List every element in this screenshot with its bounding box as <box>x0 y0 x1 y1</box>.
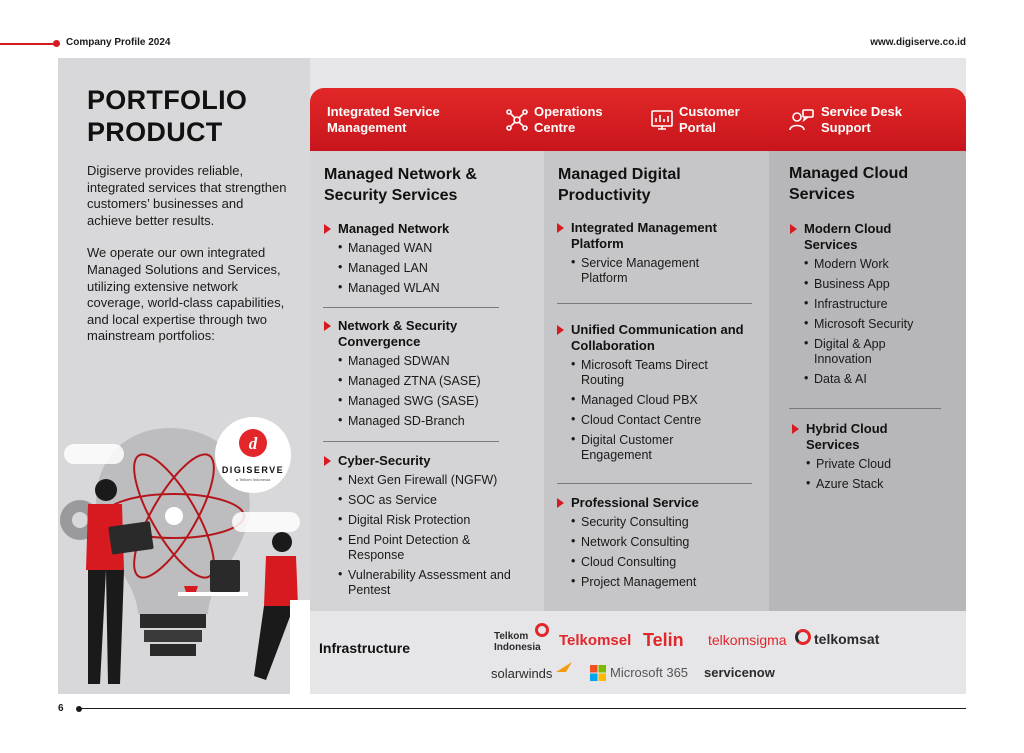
column-title: Managed Network & Security Services <box>324 166 477 204</box>
section-title: Cyber-Security <box>323 453 533 469</box>
logo-telkomsat: telkomsat <box>814 631 880 647</box>
section-title: Integrated Management Platform <box>556 220 751 252</box>
list-item: • Service Management Platform <box>571 256 721 286</box>
list-item: • Azure Stack <box>806 477 961 492</box>
logo-telkom-indonesia <box>494 631 540 653</box>
list-item: • Digital & App Innovation <box>804 337 914 367</box>
service-operations-centre <box>505 104 603 136</box>
logo-telin: Telin <box>643 630 684 650</box>
digiserve-logo <box>215 417 291 493</box>
list-item: • Business App <box>804 277 959 292</box>
section-divider <box>557 303 752 304</box>
section-network-security-convergence <box>323 318 533 434</box>
item-list <box>556 515 756 590</box>
list-item: • Microsoft Security <box>804 317 959 332</box>
list-item: • Digital Risk Protection <box>338 513 533 528</box>
item-list <box>556 256 756 286</box>
logo-telkomsel: Telkomsel <box>559 632 632 649</box>
list-item: • Infrastructure <box>804 297 959 312</box>
section-divider <box>557 483 752 484</box>
page-number: 6 <box>58 703 64 714</box>
section-unified-communication <box>556 322 756 468</box>
service-label: Service Desk Support <box>821 104 902 135</box>
infrastructure-label: Infrastructure <box>319 640 411 656</box>
list-item: • SOC as Service <box>338 493 533 508</box>
intro-paragraph-2: We operate our own integrated Managed Solutions and Services, utilizing extensive network coverage, world-class capabilities, and local expertise through two mainstream portfolios: <box>87 245 285 344</box>
section-title: Modern Cloud Services <box>789 221 919 253</box>
solarwinds-flare-icon <box>556 660 572 674</box>
list-item: • Managed SD-Branch <box>338 414 533 429</box>
list-item: • Cloud Consulting <box>571 555 756 570</box>
column-title: Managed Digital Productivity <box>558 166 681 204</box>
column-title: Managed Cloud Services <box>789 165 909 203</box>
service-label: Customer Portal <box>679 104 740 135</box>
item-list <box>791 457 961 492</box>
header-accent-dot <box>53 40 60 47</box>
logo-solarwinds: solarwinds <box>491 666 553 681</box>
page-title-text: PORTFOLIO PRODUCT <box>87 85 248 147</box>
intro-text <box>87 163 287 361</box>
section-divider <box>323 441 499 442</box>
support-icon <box>788 108 816 132</box>
item-list <box>323 473 533 598</box>
list-item: • Managed Cloud PBX <box>571 393 756 408</box>
section-title: Network & Security Convergence <box>323 318 483 350</box>
list-item: • Data & AI <box>804 372 959 387</box>
brand-tagline: a Telkom Indonesia <box>235 477 271 482</box>
section-cyber-security <box>323 453 533 603</box>
service-customer-portal <box>650 104 740 136</box>
list-item: • Vulnerability Assessment and Pentest <box>338 568 523 598</box>
dashboard-icon <box>650 108 674 132</box>
list-item: • Digital Customer Engagement <box>571 433 721 463</box>
list-item: • Managed SDWAN <box>338 354 533 369</box>
microsoft-logo-icon <box>590 665 606 681</box>
logo-servicenow: servicenow <box>704 665 775 680</box>
list-item: • Managed SWG (SASE) <box>338 394 533 409</box>
service-integrated-service-management <box>327 104 440 136</box>
list-item: • Project Management <box>571 575 756 590</box>
brand-mark: d <box>248 434 258 453</box>
logo-microsoft-365: Microsoft 365 <box>610 665 689 680</box>
section-modern-cloud-services <box>789 221 959 392</box>
section-title: Managed Network <box>323 221 533 237</box>
footer-line <box>80 708 966 709</box>
illustration <box>58 400 310 694</box>
item-list <box>323 241 533 296</box>
list-item: • Managed LAN <box>338 261 533 276</box>
header-url[interactable]: www.digiserve.co.id <box>870 37 966 48</box>
section-title: Professional Service <box>556 495 756 511</box>
telkom-mark-icon <box>535 623 549 637</box>
list-item: • Managed ZTNA (SASE) <box>338 374 533 389</box>
list-item: • Microsoft Teams Direct Routing <box>571 358 741 388</box>
list-item: • Managed WLAN <box>338 281 533 296</box>
telkomsat-mark-icon <box>795 629 811 645</box>
network-icon <box>505 108 529 132</box>
service-label: Operations Centre <box>534 104 603 135</box>
service-desk-support <box>788 104 902 136</box>
list-item: • Managed WAN <box>338 241 533 256</box>
section-title: Hybrid Cloud Services <box>791 421 911 453</box>
list-item: • Modern Work <box>804 257 959 272</box>
logo-telkomsigma: telkomsigma <box>708 632 787 648</box>
list-item: • Security Consulting <box>571 515 756 530</box>
header-accent-line <box>0 43 55 45</box>
section-integrated-management-platform <box>556 220 756 291</box>
list-item: • Private Cloud <box>806 457 961 472</box>
section-managed-network <box>323 221 533 301</box>
footer-dot <box>76 706 82 712</box>
brand-name: DIGISERVE <box>221 465 285 475</box>
item-list <box>323 354 533 429</box>
section-professional-service <box>556 495 756 595</box>
page-title <box>87 84 277 148</box>
section-title: Unified Communication and Collaboration <box>556 322 746 354</box>
list-item: • End Point Detection & Response <box>338 533 493 563</box>
item-list <box>789 257 959 387</box>
section-divider <box>323 307 499 308</box>
section-hybrid-cloud-services <box>791 421 961 497</box>
list-item: • Network Consulting <box>571 535 756 550</box>
logo-text: Telkom Indonesia <box>494 631 541 653</box>
item-list <box>556 358 756 463</box>
service-label: Integrated Service Management <box>327 104 440 135</box>
header-title: Company Profile 2024 <box>66 37 171 48</box>
list-item: • Cloud Contact Centre <box>571 413 756 428</box>
list-item: • Next Gen Firewall (NGFW) <box>338 473 533 488</box>
intro-paragraph-1: Digiserve provides reliable, integrated services that strengthen customers’ businesses and achieve better results. <box>87 163 287 228</box>
section-divider <box>789 408 941 409</box>
